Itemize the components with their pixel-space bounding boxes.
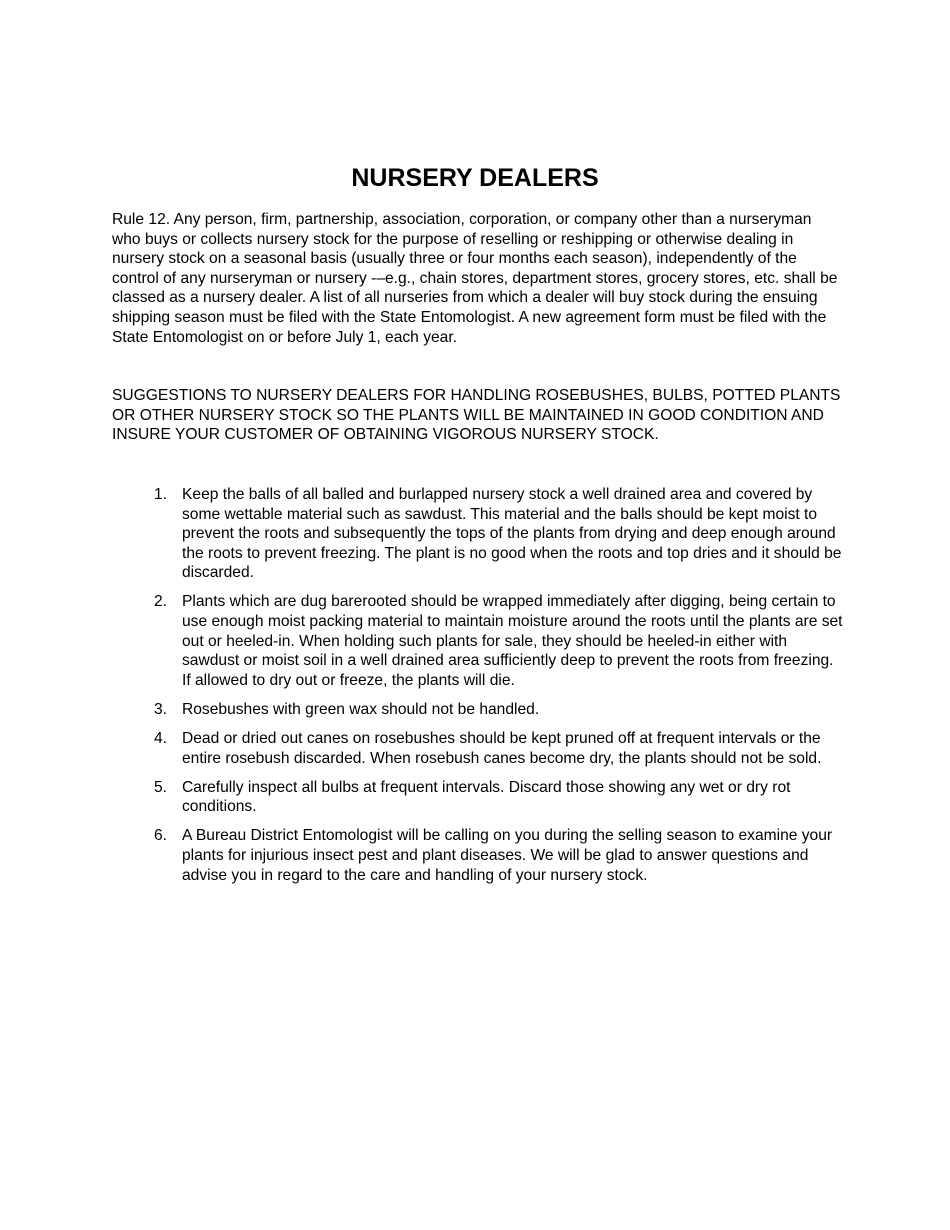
page-title: NURSERY DEALERS	[351, 164, 599, 192]
list-item-text: A Bureau District Entomologist will be calling on you during the selling season to examine your plants for injurious insect pest and plant diseases. We will be glad to answer questions and advise you in regard to the care and handling of your nursery stock.	[182, 827, 833, 884]
list-item-number: 4.	[154, 730, 168, 748]
list-item-text: Rosebushes with green wax should not be handled.	[182, 700, 540, 718]
list-item-number: 5.	[154, 778, 168, 796]
list-item	[154, 485, 844, 583]
list-item	[154, 700, 844, 720]
list-item	[154, 729, 844, 768]
list-item	[154, 592, 844, 690]
list-item-number: 3.	[154, 700, 168, 718]
list-item-text: Plants which are dug barerooted should be wrapped immediately after digging, being certain to use enough moist packing material to maintain moisture around the roots until the plants are set out or heeled-in. When holding such plants for sale, they should be heeled-in either with sawdust or moist soil in a well drained area sufficiently deep to prevent the roots from freezing. If allowed to dry out or freeze, the plants will die.	[182, 593, 843, 689]
list-item-number: 2.	[154, 593, 168, 611]
list-item-number: 1.	[154, 486, 168, 503]
list-item-number: 6.	[154, 827, 168, 845]
list-item-text: Dead or dried out canes on rosebushes should be kept pruned off at frequent intervals or the entire rosebush discarded. When rosebush canes become dry, the plants should not be sold.	[182, 730, 822, 767]
list-item-text: Keep the balls of all balled and burlapped nursery stock a well drained area and covered by some wettable material such as sawdust. This material and the balls should be kept moist to prevent the roots and subsequently the tops of the plants from drying and deep enough around the roots to prevent freezing. The plant is no good when the roots and top dries and it should be discarded.	[182, 486, 842, 582]
rule-12-paragraph: Rule 12. Any person, firm, partnership, association, corporation, or company other than a nurseryman who buys or collects nursery stock for the purpose of reselling or reshipping or otherwise dealing in nursery stock on a seasonal basis (usually three or four months each season), independently of the control of any nurseryman or nursery -–e.g., chain stores, department stores, grocery stores, etc. shall be classed as a nursery dealer. A list of all nurseries from which a dealer will buy stock during the ensuing shipping season must be filed with the State Entomologist. A new agreement form must be filed with the State Entomologist on or before July 1, each year.	[112, 211, 838, 346]
suggestions-list	[154, 485, 844, 895]
list-item	[154, 826, 844, 885]
list-item-text: Carefully inspect all bulbs at frequent intervals. Discard those showing any wet or dry rot conditions.	[182, 778, 791, 816]
suggestions-heading: SUGGESTIONS TO NURSERY DEALERS FOR HANDLING ROSEBUSHES, BULBS, POTTED PLANTS OR OTHER NURSERY STOCK SO THE PLANTS WILL BE MAINTAINED IN GOOD CONDITION AND INSURE YOUR CUSTOMER OF OBTAINING VIGOROUS NURSERY STOCK.	[112, 387, 841, 444]
list-item	[154, 778, 844, 817]
